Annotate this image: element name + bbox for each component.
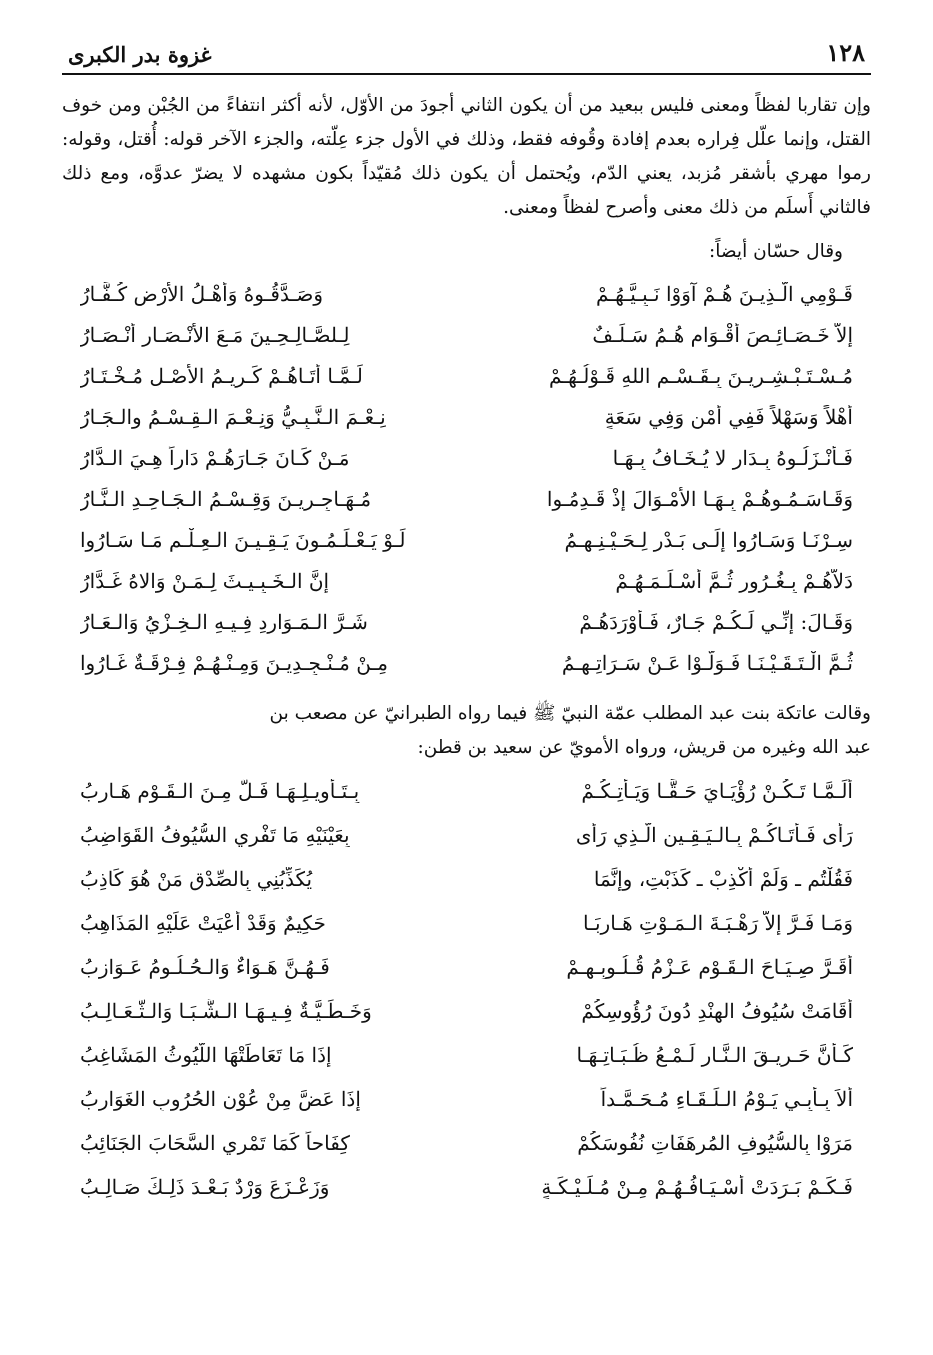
page-number: ١٢٨ — [826, 38, 865, 67]
verse-second-hemistich: كِفَاحاً كَمَا تَمْرِي السَّحَابَ الجَنَائِبُ — [80, 1131, 350, 1155]
poem2-intro — [62, 697, 871, 765]
verse-second-hemistich: مَـنْ كَـانَ جَـارَهُـمْ دَاراً هِـيَ الـدَّارُ — [80, 445, 350, 470]
verse — [80, 642, 853, 683]
verse — [80, 857, 853, 901]
verse-second-hemistich: لَـوْ يَـعْـلَـمُـونَ يَـقِـيـنَ الـعِـلْـمِ مَـا سَـارُوا — [80, 527, 406, 552]
verse — [80, 901, 853, 945]
verse-first-hemistich: فَـأَنْـزَلُـوهُ بِـدَارٍ لا يُـخَـافُ بِـهَـا — [612, 445, 853, 470]
running-title: غزوة بدر الكبرى — [68, 42, 212, 67]
verse-first-hemistich: أَلاَ بِـأَبِـي يَـوْمُ الـلِّـقَـاءِ مُـحَـمَّـداً — [600, 1087, 853, 1111]
verse-second-hemistich: بِعَيْنَيْهِ مَا تَفْرِي السُّيُوفُ القَوَاضِبُ — [80, 823, 350, 847]
verse — [80, 437, 853, 478]
verse-second-hemistich: لِـلصَّـالِـحِـينَ مَـعَ الأَنْـصَـارِ أَنْـصَـارُ — [80, 322, 350, 347]
verse-first-hemistich: قَـوْمِي الَّـذِيـنَ هُـمْ آوَوْا نَـبِـيَّـهُـمْ — [596, 281, 853, 306]
verse-first-hemistich: أَقَامَتْ سُيُوفُ الهِنْدِ دُونَ رُؤُوسِكُمْ — [581, 999, 853, 1023]
verse-first-hemistich: إلاَّ خَـصَـائِـصَ أَقْـوَامٍ هُـمُ سَـلَـفٌ — [592, 322, 853, 347]
commentary-text: وإن تقاربا لفظاً ومعنى فليس ببعيد من أن يكون الثاني أجودَ من الأوّل، لأنه أكثر انتفاءً من الجُبْن ومن خوف القتل، وإنما علّل فِراره بعدم إفادة وقُوفه فقط، وذلك في الأول جزء عِلّته، والجزء الآخر قوله: أُقتل، وقوله: رموا مهري بأشقر مُزبد، يعني الدّم، ويُحتمل أن يكون ذلك مُقيّداً بكون مشهده لا يضرّ عدوَّه، ومع ذلك فالثاني أَسلَم من ذلك معنى وأصرح لفظاً ومعنى. — [62, 95, 871, 218]
verse-first-hemistich: مُـسْـتَـبْـشِـرِيـنَ بِـقَـسْـمِ اللهِ قَـوْلُـهُـمْ — [548, 363, 853, 388]
verse-second-hemistich: إِذَا عَضَّ مِنْ عُوْنِ الحُرُوبِ الغَوَارِبُ — [80, 1087, 361, 1111]
verse-first-hemistich: سِـرْنَـا وَسَـارُوا إِلَـى بَـدْرٍ لِـحَـيْـنِـهِـمُ — [564, 527, 853, 552]
verse-first-hemistich: فَـكَـمْ بَـرَدَتْ أَسْـيَـافُـهُـمْ مِـنْ مُـلَـيْـكَـةٍ — [541, 1175, 853, 1199]
verse — [80, 1033, 853, 1077]
poem1-intro: وقال حسّان أيضاً: — [709, 241, 843, 262]
verse — [80, 813, 853, 857]
verse-second-hemistich: فَـهُـنَّ هَـوَاءٌ وَالـحُـلُـومُ عَـوَازِبُ — [80, 955, 330, 979]
verse-first-hemistich: أَقَـرَّ صِـيَـاحَ الـقَـوْمِ عَـزْمُ قُـلُـوبِـهِـمْ — [566, 955, 853, 979]
verse — [80, 355, 853, 396]
poem1 — [80, 273, 853, 683]
verse-second-hemistich: وَخَـطِّـيَّـةٌ فِـيـهَـا الـشَّـبَـا وَالـثَّـعَـالِـبُ — [80, 999, 372, 1023]
verse-first-hemistich: وَقَـاسَـمُـوهُـمْ بِـهَـا الأَمْـوَالَ إِذْ قَـدِمُـوا — [546, 486, 853, 511]
verse — [80, 560, 853, 601]
verse-first-hemistich: فَقُلْتُم ـ وَلَمْ أَكْذِبْ ـ كَذَبْتِ، وإِنَّمَا — [593, 867, 853, 891]
verse — [80, 519, 853, 560]
verse-second-hemistich: مِـنْ مُـنْـجِـدِيـنَ وَمِـنْـهُـمْ فِـرْقَـةٌ غَـارُوا — [80, 650, 389, 675]
verse-first-hemistich: كَـأَنَّ حَـرِيـقَ الـنَّـارِ لَـمْـعُ ظُـبَـاتِـهَـا — [576, 1043, 853, 1067]
verse — [80, 273, 853, 314]
verse — [80, 396, 853, 437]
verse-first-hemistich: دَلاَّهُـمْ بِـغُـرُورٍ ثُـمَّ أَسْـلَـمَـهُـمْ — [615, 568, 853, 593]
verse — [80, 478, 853, 519]
verse-second-hemistich: إِنَّ الـخَـبِـيـثَ لِـمَـنْ وَالاهُ غَـدَّارُ — [80, 568, 330, 593]
verse-first-hemistich: رَأَى فَـأَتَـاكُـمْ بِـالـيَـقِـينِ الَّـذِي رَأَى — [575, 823, 853, 847]
verse-second-hemistich: بِـتَـأْوِيـلِـهَـا فَـلٌّ مِـنَ الـقَـوْمِ هَـارِبُ — [80, 779, 360, 803]
poem2-intro-line2: عبد الله وغيره من قريش، ورواه الأمويّ عن سعيد بن قطن: — [417, 737, 871, 758]
verse-first-hemistich: وَقَـالَ: إِنِّـي لَـكُـمْ جَـارٌ، فَـأَوْرَدَهُـمْ — [579, 609, 853, 634]
verse — [80, 945, 853, 989]
verse-first-hemistich: مَرَوْا بِالسُّيُوفِ المُرهَفَاتِ نُفُوسَكُمْ — [577, 1131, 853, 1155]
verse-first-hemistich: أَلَـمَّـا تَـكُـنْ رُؤْيَـايَ حَـقًّـا وَيَـأْتِـكُـمْ — [581, 779, 853, 803]
verse — [80, 601, 853, 642]
verse-second-hemistich: يُكَذِّبُنِي بِالصِّدْقِ مَنْ هُوَ كَاذِبُ — [80, 867, 313, 891]
verse — [80, 314, 853, 355]
verse — [80, 769, 853, 813]
verse-second-hemistich: نِـعْـمَ الـنَّـبِـيُّ وَنِـعْـمَ الـقِـسْـمُ والـجَـارُ — [80, 404, 386, 429]
verse-first-hemistich: وَمَـا فَـرَّ إِلاَّ رَهْـبَـةَ الـمَـوْتِ هَـارِبَـا — [583, 911, 853, 935]
verse-second-hemistich: مُـهَـاجِـرِيـنَ وَقِـسْـمُ الـجَـاحِـدِ الـنَّـارُ — [80, 486, 372, 511]
verse-second-hemistich: لَـمَّـا أَتَـاهُـمْ كَـرِيـمُ الأَصْـلِ مُـخْـتَـارُ — [80, 363, 363, 388]
verse-second-hemistich: وَزَعْـزَعَ وَرْدٌ بَـعْـدَ ذَلِـكَ صَـالِـبُ — [80, 1175, 330, 1199]
verse — [80, 1165, 853, 1209]
verse-first-hemistich: أَهْلاً وَسَهْلاً فَفِي أَمْنٍ وَفِي سَعَةٍ — [604, 404, 853, 429]
verse — [80, 1077, 853, 1121]
poem2-intro-line1: وقالت عاتكة بنت عبد المطلب عمّة النبيّ ﷺ فيما رواه الطبرانيّ عن مصعب بن — [269, 703, 871, 724]
verse-second-hemistich: إِذَا مَا تَعَاطَتْهَا اللُّيُوثُ المَشَاغِبُ — [80, 1043, 332, 1067]
verse — [80, 1121, 853, 1165]
poem2 — [80, 769, 853, 1209]
verse-second-hemistich: حَكِيمٌ وَقَدْ أُعْيَتْ عَلَيْهِ المَذَاهِبُ — [80, 911, 326, 935]
verse — [80, 989, 853, 1033]
page-header — [62, 38, 871, 75]
verse-second-hemistich: شَـرَّ الـمَـوَارِدِ فِـيـهِ الـخِـزْيُ وَالـعَـارُ — [80, 609, 368, 634]
verse-second-hemistich: وَصَـدَّقُـوهُ وَأَهْـلُ الأرْضِ كُـفَّـارُ — [80, 281, 323, 306]
verse-first-hemistich: ثُـمَّ الْـتَـقَـيْـنَـا فَـوَلَّـوْا عَـنْ سَـرَاتِـهِـمُ — [561, 650, 853, 675]
commentary-paragraph — [62, 89, 871, 225]
